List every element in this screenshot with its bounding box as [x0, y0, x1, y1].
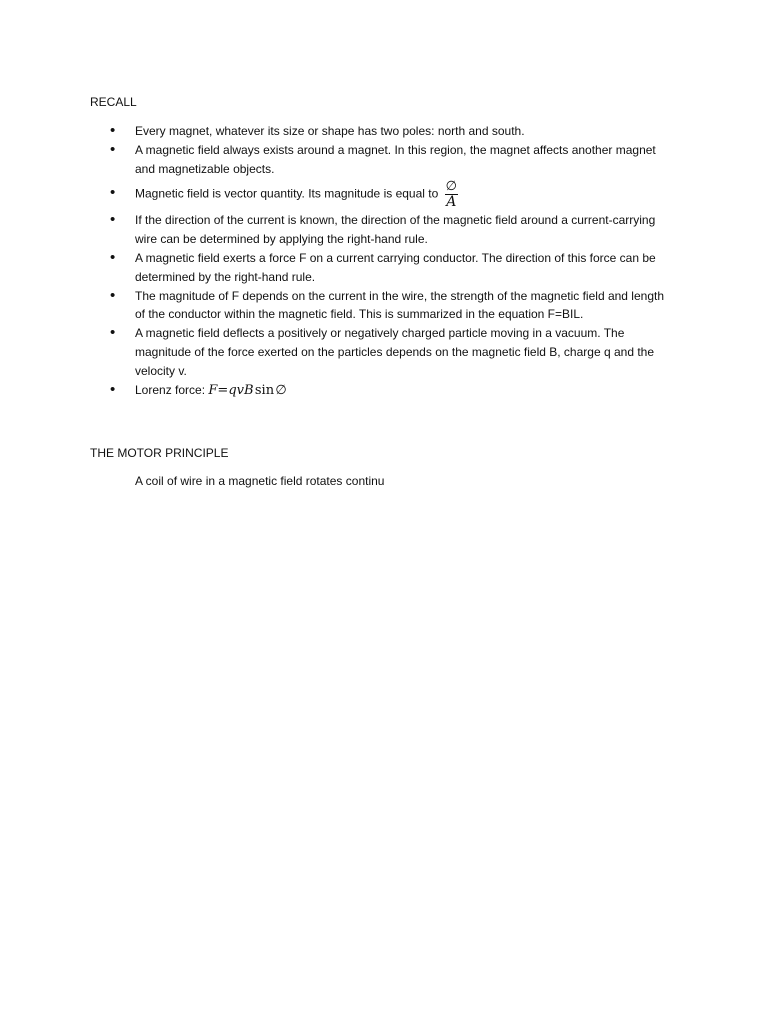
bullet-text: If the direction of the current is known, the direction of the magnetic field around a current-carrying wire can be determined by applying the right-hand rule.	[135, 213, 656, 247]
bullet-item	[0, 178, 675, 211]
bullet-item	[0, 122, 675, 141]
bullet-item	[0, 211, 675, 249]
bullet-item	[0, 324, 675, 380]
recall-heading: RECALL	[90, 95, 137, 109]
recall-bullet-list	[0, 122, 768, 400]
formula-rhs: qvB	[228, 382, 254, 398]
formula-equals: =	[217, 382, 229, 398]
motor-principle-heading: THE MOTOR PRINCIPLE	[90, 446, 229, 460]
fraction-denominator: A	[446, 194, 457, 211]
bullet-text: Lorenz force:	[135, 382, 206, 397]
bullet-text: Every magnet, whatever its size or shape has two poles: north and south.	[135, 124, 525, 138]
motor-principle-paragraph: A coil of wire in a magnetic field rotates continu	[135, 474, 385, 488]
fraction-numerator: ∅	[445, 179, 457, 195]
bullet-text: A magnetic field exerts a force F on a current carrying conductor. The direction of this force can be determined by the right-hand rule.	[135, 250, 656, 284]
lorenz-formula	[208, 383, 286, 398]
bullet-item	[0, 141, 675, 179]
formula-argument: ∅	[275, 382, 287, 398]
bullet-item	[0, 287, 675, 325]
bullet-text: The magnitude of F depends on the current in the wire, the strength of the magnetic field and length of the conductor within the magnetic field. This is summarized in the equation F=BIL.	[135, 288, 664, 322]
bullet-text: A magnetic field deflects a positively or negatively charged particle moving in a vacuum. The magnitude of the force exerted on the particles depends on the magnetic field B, charge q and the velocity v.	[135, 326, 655, 378]
formula-function: sin	[254, 382, 275, 398]
bullet-text: A magnetic field always exists around a magnet. In this region, the magnet affects another magnet and magnetizable objects.	[135, 142, 656, 176]
bullet-text: Magnetic field is vector quantity. Its magnitude is equal to	[135, 187, 439, 202]
bullet-item	[0, 381, 675, 401]
formula-lhs: F	[208, 382, 218, 398]
magnitude-fraction	[445, 180, 458, 209]
bullet-item	[0, 249, 675, 287]
